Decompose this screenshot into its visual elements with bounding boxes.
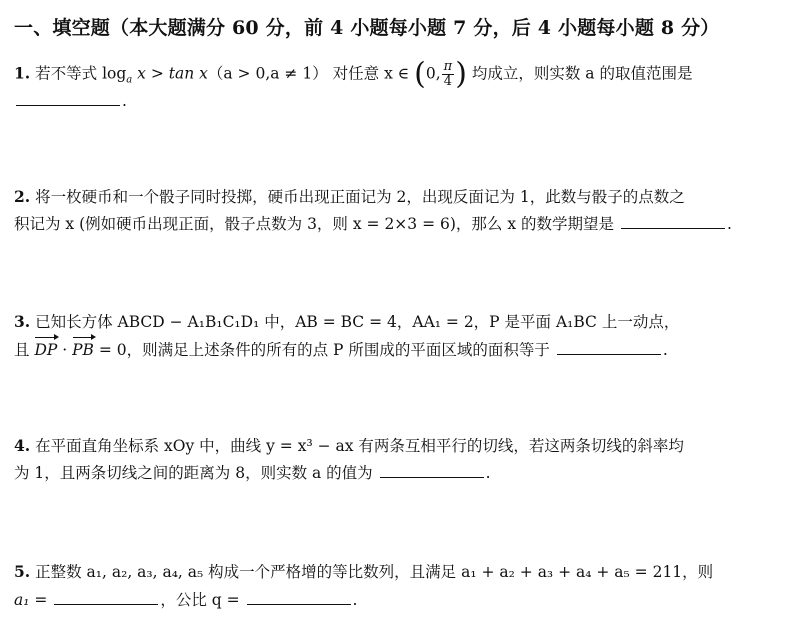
left-paren: ( [414,56,426,92]
fraction-denominator: 4 [443,74,453,89]
question-3-line-1 [14,311,679,333]
question-4-text-1: 在平面直角坐标系 xOy 中，曲线 y = x³ − ax 有两条互相平行的切线，若这两条切线的斜率均 [35,437,684,455]
question-4-line-1 [14,435,684,457]
question-4-number: 4. [14,436,31,455]
answer-blank-5b[interactable] [247,590,351,605]
question-4-text-2: 为 1，且两条切线之间的距离为 8，则实数 a 的值为 [14,464,373,482]
question-1-line-1 [14,56,693,92]
question-1-number: 1. [14,63,31,83]
question-3-text-1: 已知长方体 ABCD − A₁B₁C₁D₁ 中，AB = BC = 4，AA₁ = 2，P 是平面 A₁BC 上一动点， [35,313,680,331]
log-text: log [102,64,127,83]
question-1-line-2 [14,90,127,112]
answer-blank-5a[interactable] [54,590,158,605]
question-3-end: . [662,341,668,359]
inequality-rest: x > tan x [132,64,208,83]
question-4-end: . [485,464,491,482]
fraction-numerator: π [443,59,453,74]
question-1-end: . [122,92,127,110]
dot-product-sign: · [57,341,73,359]
section-title: 一、填空题（本大题满分 60 分，前 4 小题每小题 7 分，后 4 小题每小题 8 分） [14,17,720,39]
question-5-line-2 [14,589,357,611]
question-4-line-2 [14,462,491,484]
interval-left: 0, [425,64,441,83]
question-1-text-a: 若不等式 [35,64,103,83]
question-3-number: 3. [14,312,31,331]
vector-dp: DP [34,341,58,359]
question-2-end: . [726,215,732,233]
answer-blank-2[interactable] [621,214,725,229]
question-5-text-2mid: ，公比 q = [160,591,240,609]
question-5-number: 5. [14,562,31,581]
question-3-line-2 [14,339,668,361]
answer-blank-4[interactable] [380,463,484,478]
question-1-tail: 均成立，则实数 a 的取值范围是 [466,64,693,83]
right-paren: ) [455,56,467,92]
question-3-text-2a: 且 [14,341,35,359]
answer-blank-3[interactable] [557,340,661,355]
question-5-line-1 [14,561,713,583]
pi-over-4-fraction [442,60,455,89]
question-2-line-1 [14,186,685,208]
question-2-text-1: 将一枚硬币和一个骰子同时投掷，硬币出现正面记为 2，出现反面记为 1，此数与骰子的点数之 [35,188,685,206]
question-3-text-2b: = 0，则满足上述条件的所有的点 P 所围成的平面区域的面积等于 [93,341,550,359]
log-base: a [126,74,133,86]
question-2-number: 2. [14,187,31,206]
question-1-mid: 对任意 x ∈ [327,64,415,83]
question-1-condition: （a > 0,a ≠ 1） [207,64,328,83]
question-5-end: . [352,591,358,609]
vector-pb: PB [72,341,94,359]
question-5-text-1: 正整数 a₁, a₂, a₃, a₄, a₅ 构成一个严格增的等比数列，且满足 a₁ + a₂ + a₃ + a₄ + a₅ = 211，则 [35,563,714,581]
answer-blank-1[interactable] [16,91,120,106]
question-5-text-2a: a₁ = [14,591,48,609]
question-2-line-2 [14,213,732,235]
question-2-text-2: 积记为 x (例如硬币出现正面，骰子点数为 3，则 x = 2×3 = 6)，那么 x 的数学期望是 [14,215,614,233]
